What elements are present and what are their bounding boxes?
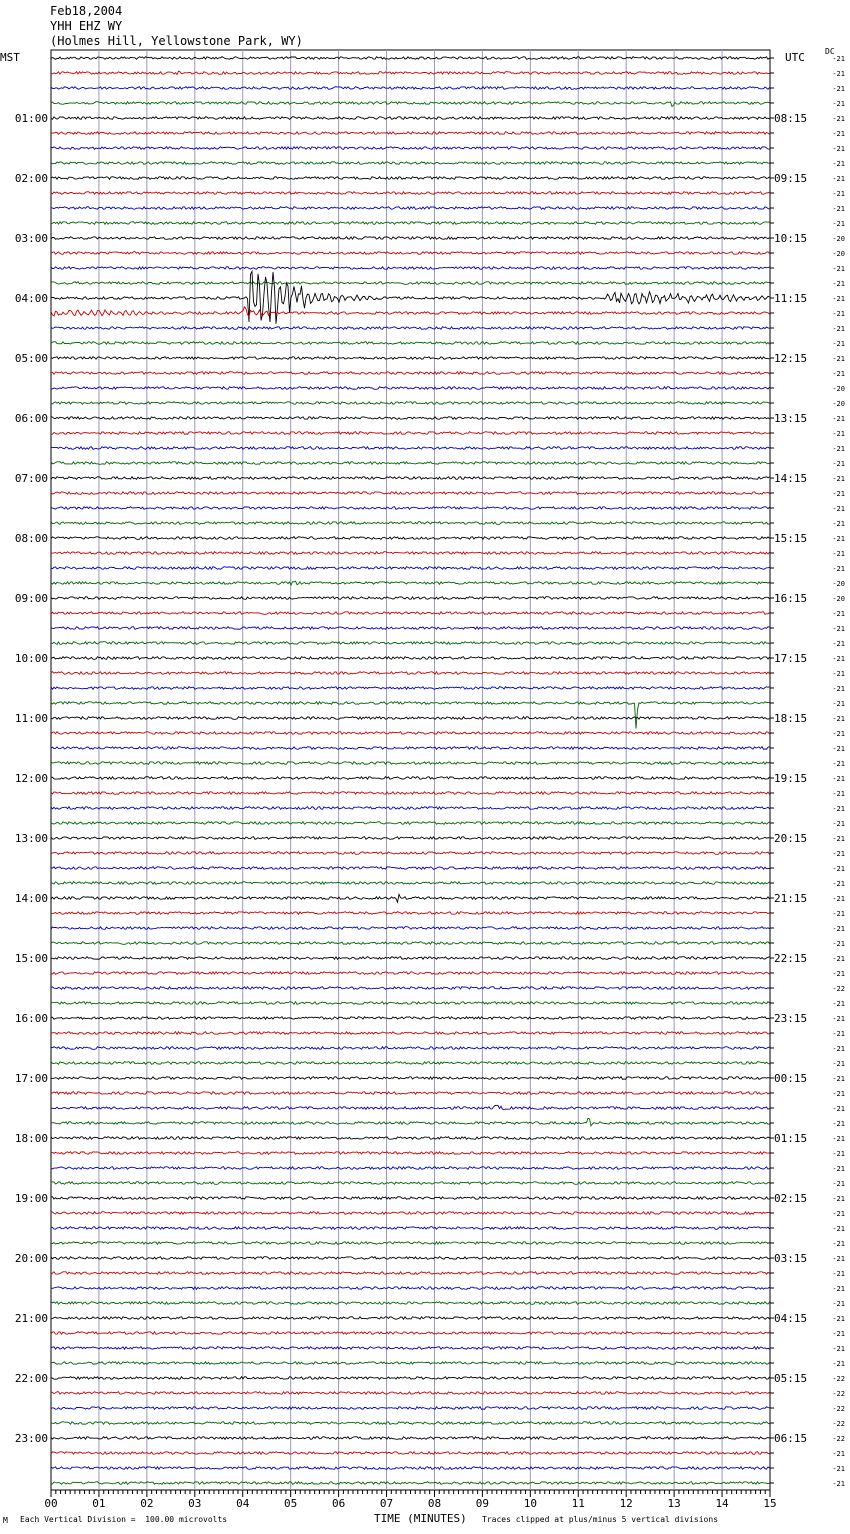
dc-offset-label: -21 [832,445,845,453]
dc-offset-label: -21 [832,1000,845,1008]
seismic-trace [51,852,770,855]
dc-offset-label: -21 [832,970,845,978]
seismic-trace [51,71,770,74]
seismic-trace [51,1032,770,1035]
dc-offset-label: -21 [832,640,845,648]
left-hour-label: 18:00 [14,1132,48,1145]
dc-offset-label: -21 [832,220,845,228]
footer-mark: M [3,1516,8,1525]
dc-offset-label: -21 [832,610,845,618]
seismic-trace [51,807,770,810]
dc-offset-label: -21 [832,295,845,303]
right-hour-label: 22:15 [774,952,808,965]
dc-offset-label: -21 [832,505,845,513]
seismic-trace [51,777,770,780]
seismic-trace [51,1118,770,1126]
dc-offset-label: -21 [832,85,845,93]
left-hour-label: 04:00 [14,292,48,305]
dc-offset-label: -21 [832,925,845,933]
seismic-trace [51,987,770,990]
x-tick-label: 04 [236,1497,250,1510]
dc-offset-label: -21 [832,775,845,783]
seismic-trace [51,1197,770,1200]
dc-offset-label: -21 [832,325,845,333]
seismic-trace [51,762,770,765]
seismic-trace [51,672,770,675]
dc-offset-label: -21 [832,370,845,378]
dc-offset-label: -21 [832,1360,845,1368]
dc-offset-label: -20 [832,580,845,588]
x-tick-label: 06 [331,1497,346,1510]
seismic-trace [51,342,770,345]
seismic-trace [51,492,770,495]
seismic-trace [51,942,770,945]
station-location: (Holmes Hill, Yellowstone Park, WY) [50,34,303,48]
seismic-trace [51,537,770,540]
right-hour-label: 15:15 [774,532,808,545]
seismic-trace [51,657,770,660]
dc-offset-label: -21 [832,160,845,168]
dc-offset-label: -21 [832,1015,845,1023]
right-hour-label: 21:15 [774,892,808,905]
seismic-trace [51,282,770,285]
seismic-trace [51,402,770,405]
dc-offset-label: -21 [832,820,845,828]
x-axis-title: TIME (MINUTES) [374,1512,467,1525]
seismic-trace [51,1392,770,1395]
seismic-trace [51,1137,770,1140]
seismic-trace [51,307,770,317]
x-tick-label: 00 [44,1497,58,1510]
dc-offset-label: -21 [832,955,845,963]
dc-offset-label: -21 [832,340,845,348]
seismic-trace [51,1047,770,1050]
right-hour-label: 01:15 [774,1132,808,1145]
seismic-trace [51,627,770,630]
right-hour-label: 05:15 [774,1372,808,1385]
x-tick-label: 07 [379,1497,394,1510]
dc-offset-label: -21 [832,1060,845,1068]
right-hour-label: 19:15 [774,772,808,785]
dc-offset-label: -22 [832,1390,845,1398]
seismic-trace [51,192,770,195]
dc-offset-label: -21 [832,190,845,198]
dc-offset-label: -21 [832,70,845,78]
right-hour-label: 06:15 [774,1432,808,1445]
seismic-trace [51,207,770,210]
seismic-trace [51,252,770,255]
dc-offset-label: -21 [832,1195,845,1203]
dc-offset-label: -21 [832,415,845,423]
vertical-scale-note: Each Vertical Division = 100.00 microvolts [20,1515,228,1524]
seismic-trace [51,87,770,90]
dc-offset-label: -22 [832,1420,845,1428]
dc-offset-label: -21 [832,910,845,918]
seismic-trace [51,822,770,825]
seismic-trace [51,1482,770,1485]
seismic-trace [51,417,770,420]
dc-offset-label: -21 [832,1315,845,1323]
seismic-trace [51,1212,770,1215]
x-tick-label: 14 [715,1497,729,1510]
dc-offset-label: -21 [832,1300,845,1308]
dc-offset-label: -21 [832,535,845,543]
dc-offset-label: -21 [832,670,845,678]
seismic-trace [51,927,770,930]
left-hour-label: 13:00 [14,832,48,845]
right-hour-label: 16:15 [774,592,808,605]
seismic-trace [51,957,770,960]
dc-offset-label: -21 [832,1270,845,1278]
dc-offset-label: -22 [832,985,845,993]
seismic-trace [51,1105,770,1109]
dc-offset-label: -21 [832,685,845,693]
right-hour-label: 14:15 [774,472,808,485]
seismic-trace [51,894,770,902]
dc-offset-label: -21 [832,1165,845,1173]
dc-offset-label: -21 [832,100,845,108]
seismic-trace [51,1467,770,1470]
dc-offset-label: -20 [832,250,845,258]
seismic-trace [51,222,770,225]
left-hour-label: 15:00 [14,952,48,965]
dc-offset-label: -21 [832,145,845,153]
dc-offset-label: -21 [832,1180,845,1188]
x-tick-label: 05 [284,1497,298,1510]
dc-offset-label: -21 [832,280,845,288]
seismic-trace [51,237,770,240]
dc-offset-label: -21 [832,1255,845,1263]
seismic-trace [51,1167,770,1170]
seismic-trace [51,1002,770,1005]
dc-offset-label: -21 [832,1240,845,1248]
seismic-trace [51,507,770,510]
dc-offset-label: -21 [832,460,845,468]
seismic-trace [51,747,770,750]
dc-offset-label: -21 [832,1345,845,1353]
right-timezone-label: UTC [785,51,805,64]
seismic-trace [51,147,770,150]
dc-offset-label: -21 [832,745,845,753]
seismic-trace [51,1317,770,1320]
dc-offset-label: -21 [832,1105,845,1113]
left-hour-label: 09:00 [14,592,48,605]
seismic-trace [51,357,770,360]
dc-offset-label: -21 [832,1045,845,1053]
x-tick-label: 03 [188,1497,202,1510]
right-hour-label: 13:15 [774,412,808,425]
seismic-trace [51,1092,770,1095]
dc-offset-label: -21 [832,655,845,663]
clipping-note: Traces clipped at plus/minus 5 vertical divisions [482,1515,719,1524]
seismic-trace [51,132,770,135]
seismic-trace [51,642,770,645]
dc-offset-label: -21 [832,475,845,483]
right-hour-label: 03:15 [774,1252,808,1265]
left-hour-label: 20:00 [14,1252,48,1265]
left-hour-label: 11:00 [14,712,48,725]
left-hour-label: 16:00 [14,1012,48,1025]
seismic-trace [51,1347,770,1350]
seismic-trace [51,1407,770,1410]
seismic-trace [51,1152,770,1155]
seismic-trace [51,177,770,180]
right-hour-label: 17:15 [774,652,808,665]
right-hour-label: 10:15 [774,232,808,245]
x-tick-label: 12 [619,1497,633,1510]
seismic-trace [51,267,770,270]
x-tick-label: 11 [571,1497,585,1510]
dc-offset-label: -21 [832,205,845,213]
seismic-trace [51,462,770,465]
seismic-trace [51,1182,770,1185]
x-tick-label: 13 [667,1497,681,1510]
seismic-trace [51,972,770,975]
x-tick-label: 02 [140,1497,154,1510]
dc-offset-label: -21 [832,1120,845,1128]
dc-offset-label: -21 [832,850,845,858]
seismic-trace [51,271,770,323]
seismic-trace [51,1332,770,1335]
seismic-trace [51,1452,770,1455]
dc-offset-label: -21 [832,1450,845,1458]
seismic-trace [51,1437,770,1440]
dc-offset-label: -21 [832,1225,845,1233]
left-hour-label: 05:00 [14,352,48,365]
dc-offset-label: -21 [832,715,845,723]
left-timezone-label: MST [0,51,20,64]
seismic-trace [51,1227,770,1230]
dc-offset-label: -21 [832,625,845,633]
dc-offset-label: -21 [832,130,845,138]
dc-offset-label: -21 [832,1090,845,1098]
left-hour-label: 14:00 [14,892,48,905]
dc-offset-label: -21 [832,1465,845,1473]
seismic-trace [51,1272,770,1275]
dc-offset-label: -21 [832,490,845,498]
dc-offset-label: -20 [832,385,845,393]
seismic-trace [51,612,770,615]
dc-offset-label: -20 [832,400,845,408]
dc-offset-label: -20 [832,235,845,243]
dc-offset-label: -21 [832,55,845,63]
left-hour-label: 06:00 [14,412,48,425]
seismic-trace [51,581,770,585]
seismic-trace [51,732,770,735]
left-hour-label: 03:00 [14,232,48,245]
seismic-trace [51,432,770,435]
dc-offset-label: -20 [832,595,845,603]
seismic-trace [51,477,770,480]
dc-offset-label: -21 [832,115,845,123]
seismic-trace [51,1377,770,1380]
seismic-trace [51,717,770,720]
right-hour-label: 04:15 [774,1312,808,1325]
dc-offset-label: -21 [832,175,845,183]
seismic-trace [51,567,770,570]
seismic-trace [51,867,770,870]
dc-offset-label: -21 [832,1135,845,1143]
dc-offset-label: -21 [832,760,845,768]
plot-date: Feb18,2004 [50,4,123,18]
seismic-trace [51,912,770,915]
dc-offset-label: -21 [832,265,845,273]
right-hour-label: 23:15 [774,1012,808,1025]
x-tick-label: 01 [92,1497,106,1510]
left-hour-label: 07:00 [14,472,48,485]
left-hour-label: 22:00 [14,1372,48,1385]
dc-offset-label: -21 [832,565,845,573]
seismic-trace [51,702,770,729]
seismic-trace [51,1017,770,1020]
left-hour-label: 01:00 [14,112,48,125]
seismic-trace [51,1422,770,1425]
dc-offset-label: -21 [832,730,845,738]
dc-offset-label: -21 [832,940,845,948]
left-hour-label: 21:00 [14,1312,48,1325]
seismic-trace [51,447,770,450]
left-hour-label: 10:00 [14,652,48,665]
dc-offset-label: -21 [832,835,845,843]
x-tick-label: 09 [475,1497,490,1510]
right-hour-label: 00:15 [774,1072,808,1085]
dc-offset-label: -22 [832,1435,845,1443]
seismic-trace [51,522,770,525]
right-hour-label: 09:15 [774,172,808,185]
right-hour-label: 18:15 [774,712,808,725]
seismic-trace [51,57,770,60]
dc-offset-label: -21 [832,1075,845,1083]
seismic-trace [51,1242,770,1245]
x-tick-label: 08 [427,1497,442,1510]
x-tick-label: 15 [763,1497,777,1510]
seismic-trace [51,597,770,600]
seismic-trace [51,372,770,375]
seismic-trace [51,162,770,165]
right-hour-label: 02:15 [774,1192,808,1205]
dc-offset-label: -21 [832,790,845,798]
left-hour-label: 19:00 [14,1192,48,1205]
left-hour-label: 17:00 [14,1072,48,1085]
dc-offset-label: -21 [832,1480,845,1488]
dc-offset-label: -21 [832,895,845,903]
right-hour-label: 08:15 [774,112,808,125]
right-hour-label: 12:15 [774,352,808,365]
seismic-trace [51,1362,770,1365]
dc-offset-label: -21 [832,1285,845,1293]
dc-offset-label: -21 [832,865,845,873]
seismic-trace [51,882,770,885]
seismic-trace [51,102,770,107]
left-hour-label: 23:00 [14,1432,48,1445]
dc-label: DC [825,47,835,56]
left-hour-label: 12:00 [14,772,48,785]
dc-offset-label: -21 [832,520,845,528]
right-hour-label: 11:15 [774,292,808,305]
dc-offset-label: -21 [832,310,845,318]
right-hour-label: 20:15 [774,832,808,845]
dc-offset-label: -21 [832,355,845,363]
seismic-trace [51,687,770,690]
dc-offset-label: -21 [832,1330,845,1338]
seismic-trace [51,1077,770,1080]
dc-offset-label: -21 [832,430,845,438]
seismic-trace [51,327,770,330]
x-tick-label: 10 [523,1497,537,1510]
seismic-trace [51,1287,770,1290]
seismic-trace [51,117,770,120]
seismic-trace [51,1257,770,1260]
seismic-trace [51,792,770,795]
dc-offset-label: -21 [832,1030,845,1038]
station-code: YHH EHZ WY [50,19,123,33]
seismic-trace [51,1062,770,1065]
seismic-trace [51,552,770,555]
dc-offset-label: -21 [832,700,845,708]
dc-offset-label: -21 [832,1150,845,1158]
dc-offset-label: -22 [832,1405,845,1413]
dc-offset-label: -21 [832,880,845,888]
seismic-trace [51,1302,770,1305]
dc-offset-label: -21 [832,805,845,813]
dc-offset-label: -22 [832,1375,845,1383]
left-hour-label: 02:00 [14,172,48,185]
seismic-trace [51,387,770,390]
dc-offset-label: -21 [832,1210,845,1218]
seismic-trace [51,837,770,840]
dc-offset-label: -21 [832,550,845,558]
left-hour-label: 08:00 [14,532,48,545]
